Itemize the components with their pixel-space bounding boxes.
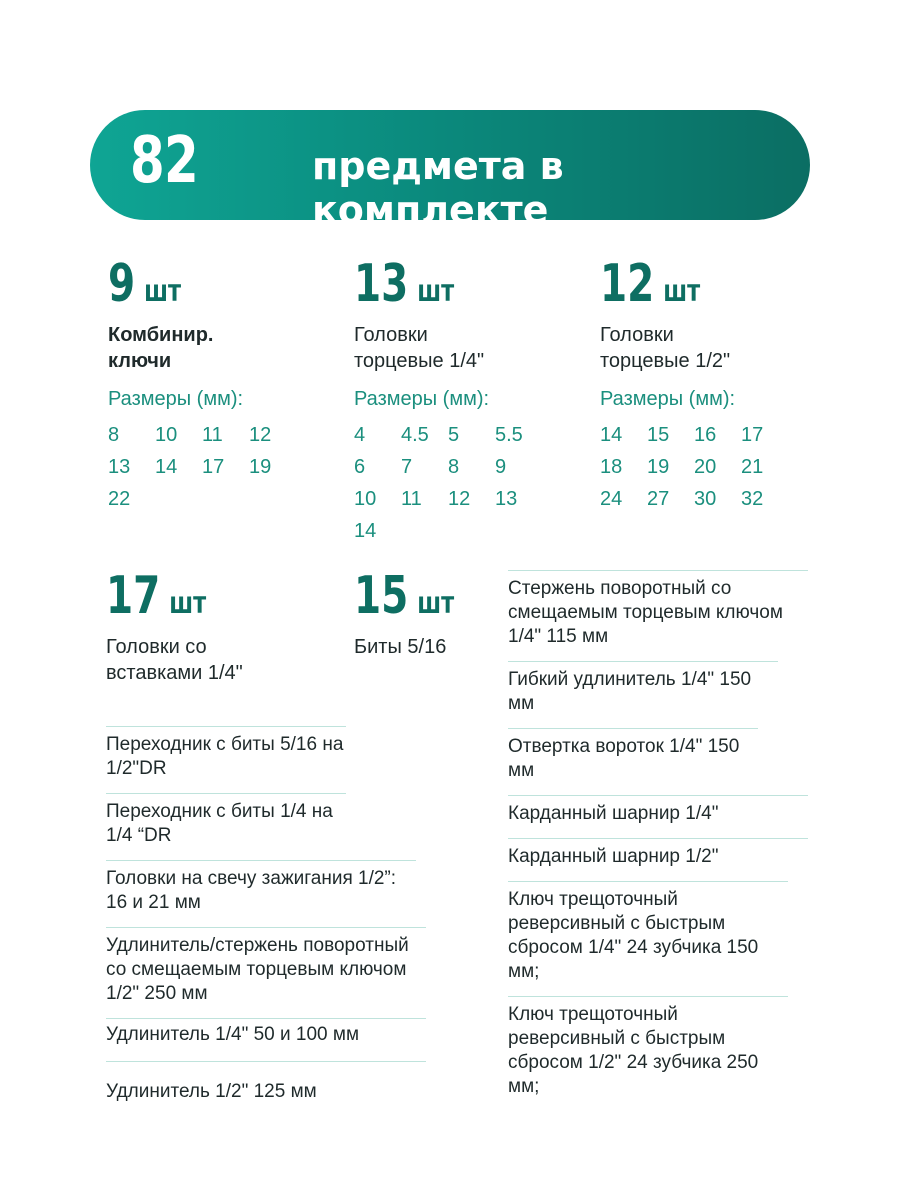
sizes-title: Размеры (мм):	[108, 388, 244, 410]
size-value: 10	[354, 488, 377, 510]
group-count	[354, 566, 459, 626]
size-value: 12	[249, 424, 272, 446]
title-banner	[90, 110, 810, 232]
sizes-grid	[600, 423, 820, 511]
sizes-title: Размеры (мм):	[354, 388, 490, 410]
right-accessory-list	[508, 570, 808, 1105]
sizes-grid	[108, 423, 328, 511]
size-value: 12	[448, 488, 471, 510]
size-value: 22	[108, 488, 131, 510]
size-value: 21	[741, 456, 764, 478]
list-item: Ключ трещоточный реверсивный с быстрым сбросом 1/2" 24 зубчика 250 мм;	[508, 996, 788, 1105]
group-count	[600, 254, 765, 314]
size-value: 20	[694, 456, 717, 478]
group-label: Головки торцевые 1/4"	[354, 324, 485, 372]
list-item: Гибкий удлинитель 1/4" 150 мм	[508, 661, 778, 728]
list-item: Удлинитель 1/4" 50 и 100 мм	[106, 1018, 426, 1061]
count-unit: шт	[144, 274, 182, 309]
size-value: 19	[249, 456, 272, 478]
size-value: 16	[694, 424, 717, 446]
size-value: 10	[155, 424, 178, 446]
count-unit: шт	[663, 274, 701, 309]
size-value: 18	[600, 456, 623, 478]
group-combination-wrenches	[108, 254, 328, 511]
list-item: Стержень поворотный со смещаемым торцевым ключом 1/4" 115 мм	[508, 570, 808, 661]
size-value: 4.5	[401, 424, 429, 446]
count-unit: шт	[417, 274, 455, 309]
group-label: Головки торцевые 1/2"	[600, 324, 731, 372]
size-value: 11	[202, 424, 223, 446]
size-value: 32	[741, 488, 764, 510]
size-value: 5	[448, 424, 460, 446]
sizes-grid	[354, 423, 574, 543]
size-value: 13	[495, 488, 518, 510]
count-unit: шт	[417, 586, 455, 621]
group-bit-sockets	[106, 566, 326, 686]
count-number: 12	[600, 254, 655, 314]
list-item: Карданный шарнир 1/4"	[508, 795, 808, 838]
count-number: 15	[354, 566, 409, 626]
size-value: 14	[155, 456, 178, 478]
group-count	[354, 254, 519, 314]
list-item: Отвертка вороток 1/4" 150 мм	[508, 728, 758, 795]
size-value: 7	[401, 456, 413, 478]
list-item: Удлинитель/стержень поворотный со смещаемым торцевым ключом 1/2" 250 мм	[106, 927, 426, 1018]
size-value: 30	[694, 488, 717, 510]
size-value: 27	[647, 488, 670, 510]
size-value: 24	[600, 488, 623, 510]
size-value: 5.5	[495, 424, 523, 446]
list-item: Переходник с биты 5/16 на 1/2"DR	[106, 726, 346, 793]
count-number: 9	[108, 254, 136, 314]
size-value: 6	[354, 456, 366, 478]
size-value: 14	[354, 520, 377, 542]
group-count	[108, 254, 273, 314]
list-item: Карданный шарнир 1/2"	[508, 838, 808, 881]
group-label: Биты 5/16	[354, 636, 447, 658]
group-bits	[354, 566, 494, 660]
group-label: Головки со вставками 1/4"	[106, 636, 243, 684]
size-value: 9	[495, 456, 507, 478]
group-count	[106, 566, 271, 626]
list-item: Ключ трещоточный реверсивный с быстрым сбросом 1/4" 24 зубчика 150 мм;	[508, 881, 788, 996]
left-accessory-list	[106, 726, 436, 1110]
list-item: Удлинитель 1/2" 125 мм	[106, 1061, 426, 1110]
size-value: 11	[401, 488, 422, 510]
size-value: 14	[600, 424, 623, 446]
size-value: 8	[108, 424, 120, 446]
size-value: 8	[448, 456, 460, 478]
count-number: 13	[354, 254, 409, 314]
count-unit: шт	[169, 586, 207, 621]
banner-title: предмета в комплекте	[312, 144, 564, 232]
size-value: 13	[108, 456, 131, 478]
item-total: 82	[130, 124, 198, 198]
size-value: 19	[647, 456, 670, 478]
count-number: 17	[106, 566, 161, 626]
group-sockets-quarter	[354, 254, 574, 543]
sizes-title: Размеры (мм):	[600, 388, 736, 410]
size-value: 17	[202, 456, 225, 478]
size-value: 4	[354, 424, 366, 446]
size-value: 17	[741, 424, 764, 446]
size-value: 15	[647, 424, 670, 446]
group-sockets-half	[600, 254, 820, 511]
group-label: Комбинир. ключи	[108, 324, 214, 372]
list-item: Переходник с биты 1/4 на 1/4 “DR	[106, 793, 346, 860]
list-item: Головки на свечу зажигания 1/2”: 16 и 21 мм	[106, 860, 416, 927]
